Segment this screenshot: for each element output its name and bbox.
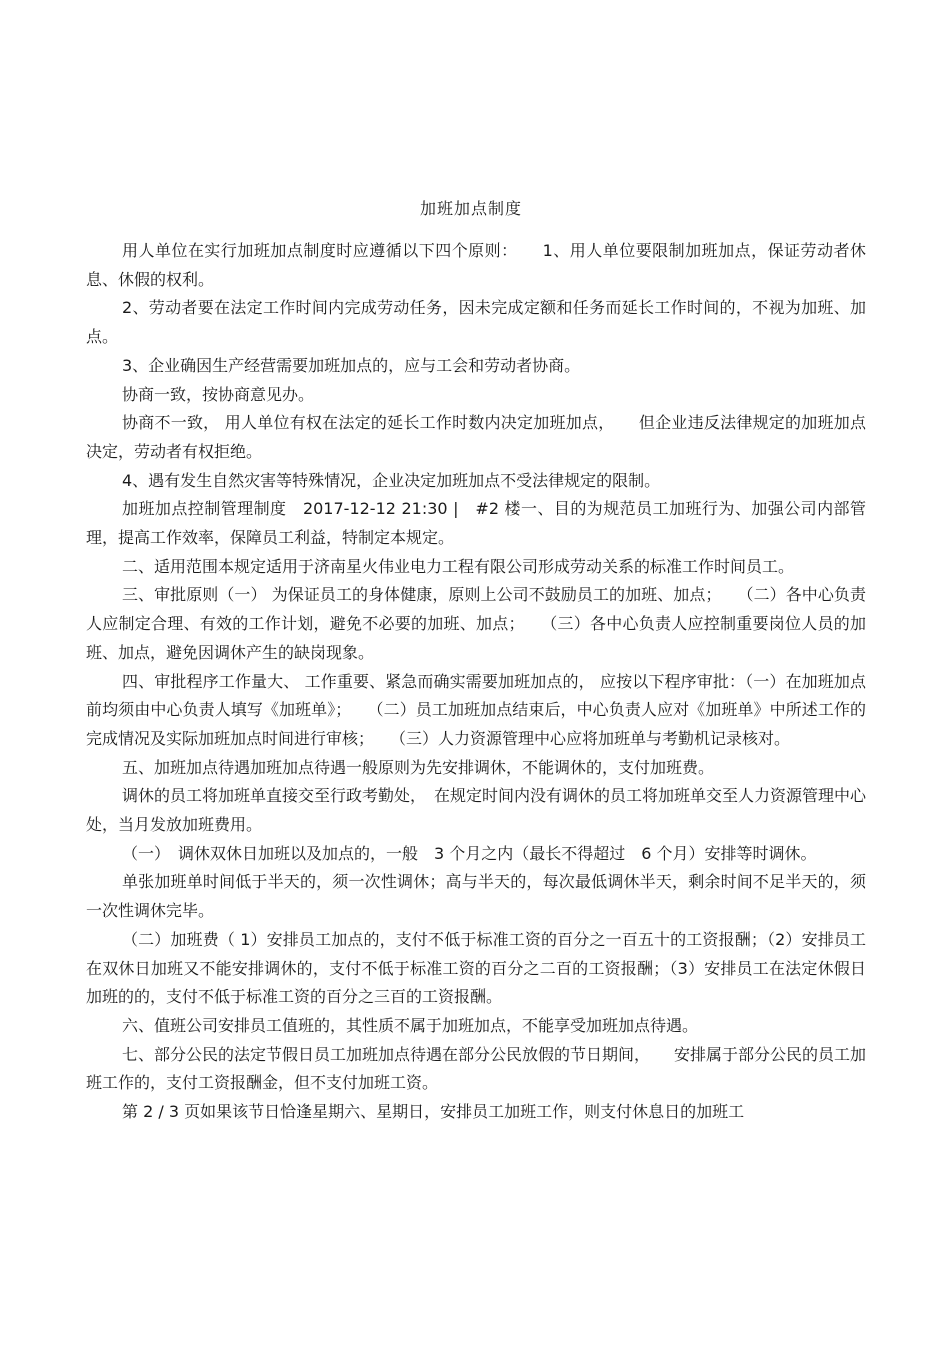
- paragraph-half-day-rule: 单张加班单时间低于半天的，须一次性调休；高与半天的，每次最低调休半天，剩余时间不足半天的，须一次性调休完毕。: [86, 872, 866, 921]
- paragraph-approval-principles: 三、审批原则（一） 为保证员工的身体健康，原则上公司不鼓励员工的加班、加点； （二）各中心负责人应制定合理、有效的工作计划，避免不必要的加班、加点； （三）各中心负责人应控制重要岗位人员的加班、加点，避免因调休产生的缺岗现象。: [86, 585, 866, 662]
- paragraph-principle-4: 4、遇有发生自然灾害等特殊情况，企业决定加班加点不受法律规定的限制。: [122, 470, 661, 490]
- paragraph-principle-3: 3、企业确因生产经营需要加班加点的，应与工会和劳动者协商。: [122, 355, 581, 375]
- paragraph-partial-holidays: 七、部分公民的法定节假日员工加班加点待遇在部分公民放假的节日期间， 安排属于部分公民的员工加班工作的，支付工资报酬金，但不支付加班工资。: [86, 1044, 867, 1093]
- paragraph-scope: 二、适用范围本规定适用于济南星火伟业电力工程有限公司形成劳动关系的标准工作时间员工。: [122, 556, 795, 576]
- paragraph-overtime-treatment: 五、加班加点待遇加班加点待遇一般原则为先安排调休，不能调休的，支付加班费。: [122, 757, 715, 777]
- paragraph-consensus: 协商一致，按协商意见办。: [122, 384, 315, 404]
- paragraph-purpose: 加班加点控制管理制度 2017-12-12 21:30 | #2 楼一、目的为规范员工加班行为、加强公司内部管理，提高工作效率，保障员工利益，特制定本规定。: [86, 499, 866, 548]
- document-body: [86, 237, 866, 1127]
- document-title: 加班加点制度: [419, 199, 522, 218]
- paragraph-weekend-time-off: （一） 调休双休日加班以及加点的，一般 3 个月之内（最长不得超过 6 个月）安排等时调休。: [122, 843, 817, 863]
- paragraph-on-duty: 六、值班公司安排员工值班的，其性质不属于加班加点，不能享受加班加点待遇。: [122, 1015, 699, 1035]
- paragraph-time-off-submission: 调休的员工将加班单直接交至行政考勤处， 在规定时间内没有调休的员工将加班单交至人力资源管理中心处，当月发放加班费用。: [86, 786, 867, 835]
- paragraph-approval-procedure: 四、审批程序工作量大、 工作重要、紧急而确实需要加班加点的， 应按以下程序审批：（一）在加班加点前均须由中心负责人填写《加班单》； （二）员工加班加点结束后，中心负责人应对《加班单》中所述工作的完成情况及实际加班加点时间进行审核； （三）人力资源管理中心应将加班单与考勤机记录核对。: [86, 671, 866, 748]
- paragraph-principles-intro: 用人单位在实行加班加点制度时应遵循以下四个原则： 1、用人单位要限制加班加点，保证劳动者休息、休假的权利。: [86, 241, 866, 289]
- paragraph-overtime-pay: （二）加班费（ 1）安排员工加点的，支付不低于标准工资的百分之一百五十的工资报酬；（2）安排员工在双休日加班又不能安排调休的，支付不低于标准工资的百分之二百的工资报酬；（3）安排员工在法定休假日加班的的，支付不低于标准工资的百分之三百的工资报酬。: [86, 929, 866, 1007]
- paragraph-principle-2: 2、劳动者要在法定工作时间内完成劳动任务，因未完成定额和任务而延长工作时间的，不视为加班、加点。: [86, 298, 866, 347]
- paragraph-no-consensus: 协商不一致， 用人单位有权在法定的延长工作时数内决定加班加点， 但企业违反法律规定的加班加点决定，劳动者有权拒绝。: [86, 413, 866, 461]
- paragraph-page-footer-continuation: 第 2 / 3 页如果该节日恰逢星期六、星期日，安排员工加班工作，则支付休息日的加班工: [122, 1102, 745, 1122]
